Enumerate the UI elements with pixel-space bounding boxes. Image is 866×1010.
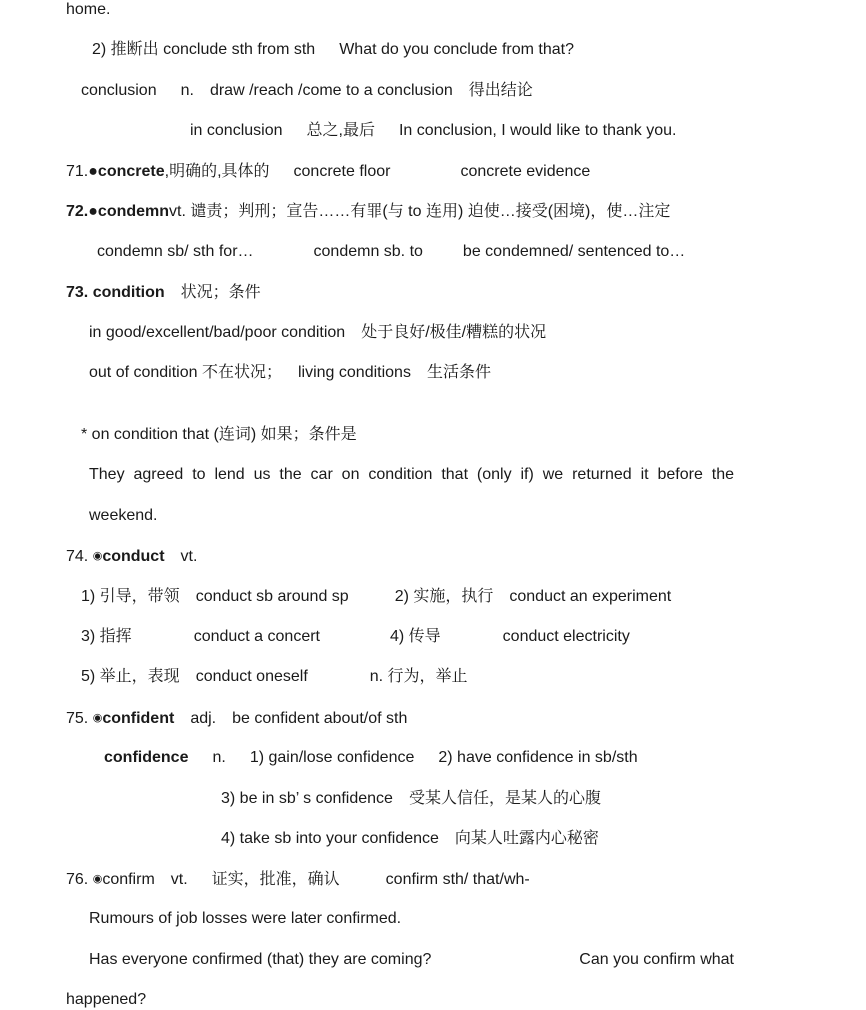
phrase: out of condition 不在状况； (89, 364, 282, 381)
example-sentence: weekend. (89, 507, 158, 524)
example-sentence: They agreed to lend us the car on condition that (only if) we returned it before the (89, 466, 734, 483)
bullet-icon: ◉ (92, 712, 103, 724)
collocation: conduct a concert (193, 628, 320, 645)
phrase: living conditions (297, 364, 411, 381)
phrase-meaning: 受某人信任，是某人的心腹 (408, 790, 601, 807)
entry-71 (66, 162, 590, 182)
collocation: condemn sb/ sth for… (97, 243, 254, 260)
collocation: concrete floor (293, 163, 391, 180)
phrase: draw /reach /come to a conclusion (209, 82, 453, 99)
entry-74 (66, 546, 197, 567)
headword: 73. condition (66, 284, 165, 301)
text-line (66, 0, 110, 20)
collocation: be confident about/of sth (232, 710, 408, 727)
collocation: conduct electricity (502, 628, 630, 645)
phrase-meaning: 向某人吐露内心秘密 (454, 830, 599, 847)
example-sentence-part: Can you confirm what (579, 951, 734, 968)
entry-number: 74. (66, 548, 89, 565)
headword: confirm (102, 871, 155, 888)
phrase-meaning: 生活条件 (426, 364, 491, 381)
example-sentence: In conclusion, I would like to thank you. (398, 122, 677, 139)
sense: 3) 指挥 (81, 628, 132, 645)
entry-number: 75. (66, 710, 89, 727)
collocation: conduct sb around sp (195, 588, 349, 605)
text-line (81, 587, 671, 607)
entry-number: 72. (66, 203, 89, 220)
collocation: 2) have confidence in sb/sth (438, 749, 638, 766)
text-line (221, 789, 601, 809)
collocation: confirm sth/ that/wh- (385, 871, 530, 888)
line-text: home. (66, 1, 111, 18)
text-line (81, 627, 630, 647)
text-line (190, 121, 676, 141)
part-of-speech: vt. (180, 548, 198, 565)
phrase: * on condition that (连词) 如果；条件是 (81, 426, 357, 443)
bullet-icon: ● (88, 203, 98, 220)
collocation: condemn sb. to (313, 243, 423, 260)
collocation: conduct an experiment (509, 588, 672, 605)
collocation: 3) be in sb’ s confidence (221, 790, 393, 807)
example-sentence (89, 950, 734, 970)
part-of-speech: vt. (170, 871, 188, 888)
headword: conduct (102, 548, 165, 565)
phrase-meaning: 总之,最后 (306, 122, 375, 139)
phrase: in good/excellent/bad/poor condition (89, 324, 346, 341)
example-sentence-part: Has everyone confirmed (that) they are coming? (89, 951, 432, 968)
text-line (81, 667, 468, 687)
entry-75 (66, 708, 407, 729)
text-line (81, 81, 533, 101)
entry-number: 76. (66, 871, 89, 888)
sense: 5) 举止，表现 (81, 668, 180, 685)
collocation: concrete evidence (460, 163, 591, 180)
phrase: in conclusion (190, 122, 283, 139)
part-of-speech: adj. (190, 710, 217, 727)
collocation: be condemned/ sentenced to… (462, 243, 686, 260)
text-line (104, 748, 638, 768)
derived-word: conclusion (81, 82, 157, 99)
definition: 状况；条件 (180, 284, 261, 301)
text-line (221, 829, 599, 849)
definition: ,明确的,具体的 (164, 163, 270, 180)
collocation: 4) take sb into your confidence (221, 830, 439, 847)
entry-73 (66, 283, 261, 303)
sense: 1) 引导，带领 (81, 588, 180, 605)
text-line (89, 506, 158, 526)
sub-sense: 2) 推断出 conclude sth from sth (92, 41, 316, 58)
definition: vt. 谴责；判刑；宣告……有罪(与 to 连用) 迫使…接受(困境)，使…注定 (169, 203, 671, 220)
bullet-icon: ● (88, 163, 98, 180)
text-line (89, 909, 401, 929)
example-sentence: Rumours of job losses were later confirmed. (89, 910, 402, 927)
entry-number: 71. (66, 163, 89, 180)
sense: 2) 实施，执行 (394, 588, 494, 605)
bullet-icon: ◉ (92, 873, 103, 885)
example-sentence: What do you conclude from that? (339, 41, 574, 58)
definition: 证实，批准，确认 (211, 871, 340, 888)
entry-72 (66, 202, 670, 222)
sense: 4) 传导 (389, 628, 441, 645)
collocation: 1) gain/lose confidence (249, 749, 415, 766)
text-line (97, 242, 685, 262)
collocation: conduct oneself (195, 668, 308, 685)
part-of-speech: n. (212, 749, 226, 766)
sense: n. 行为，举止 (369, 668, 468, 685)
headword: concrete (97, 163, 165, 180)
derived-word: confidence (104, 749, 189, 766)
text-line (92, 40, 574, 60)
text-line (66, 990, 146, 1010)
example-sentence: happened? (66, 991, 147, 1008)
headword: confident (102, 710, 175, 727)
text-line (81, 425, 357, 445)
entry-76 (66, 869, 530, 890)
bullet-icon: ◉ (92, 550, 103, 562)
text-line (89, 323, 546, 343)
phrase-meaning: 处于良好/极佳/糟糕的状况 (361, 324, 547, 341)
phrase-meaning: 得出结论 (468, 82, 533, 99)
headword: condemn (97, 203, 170, 220)
part-of-speech: n. (180, 82, 194, 99)
text-line (89, 363, 491, 383)
